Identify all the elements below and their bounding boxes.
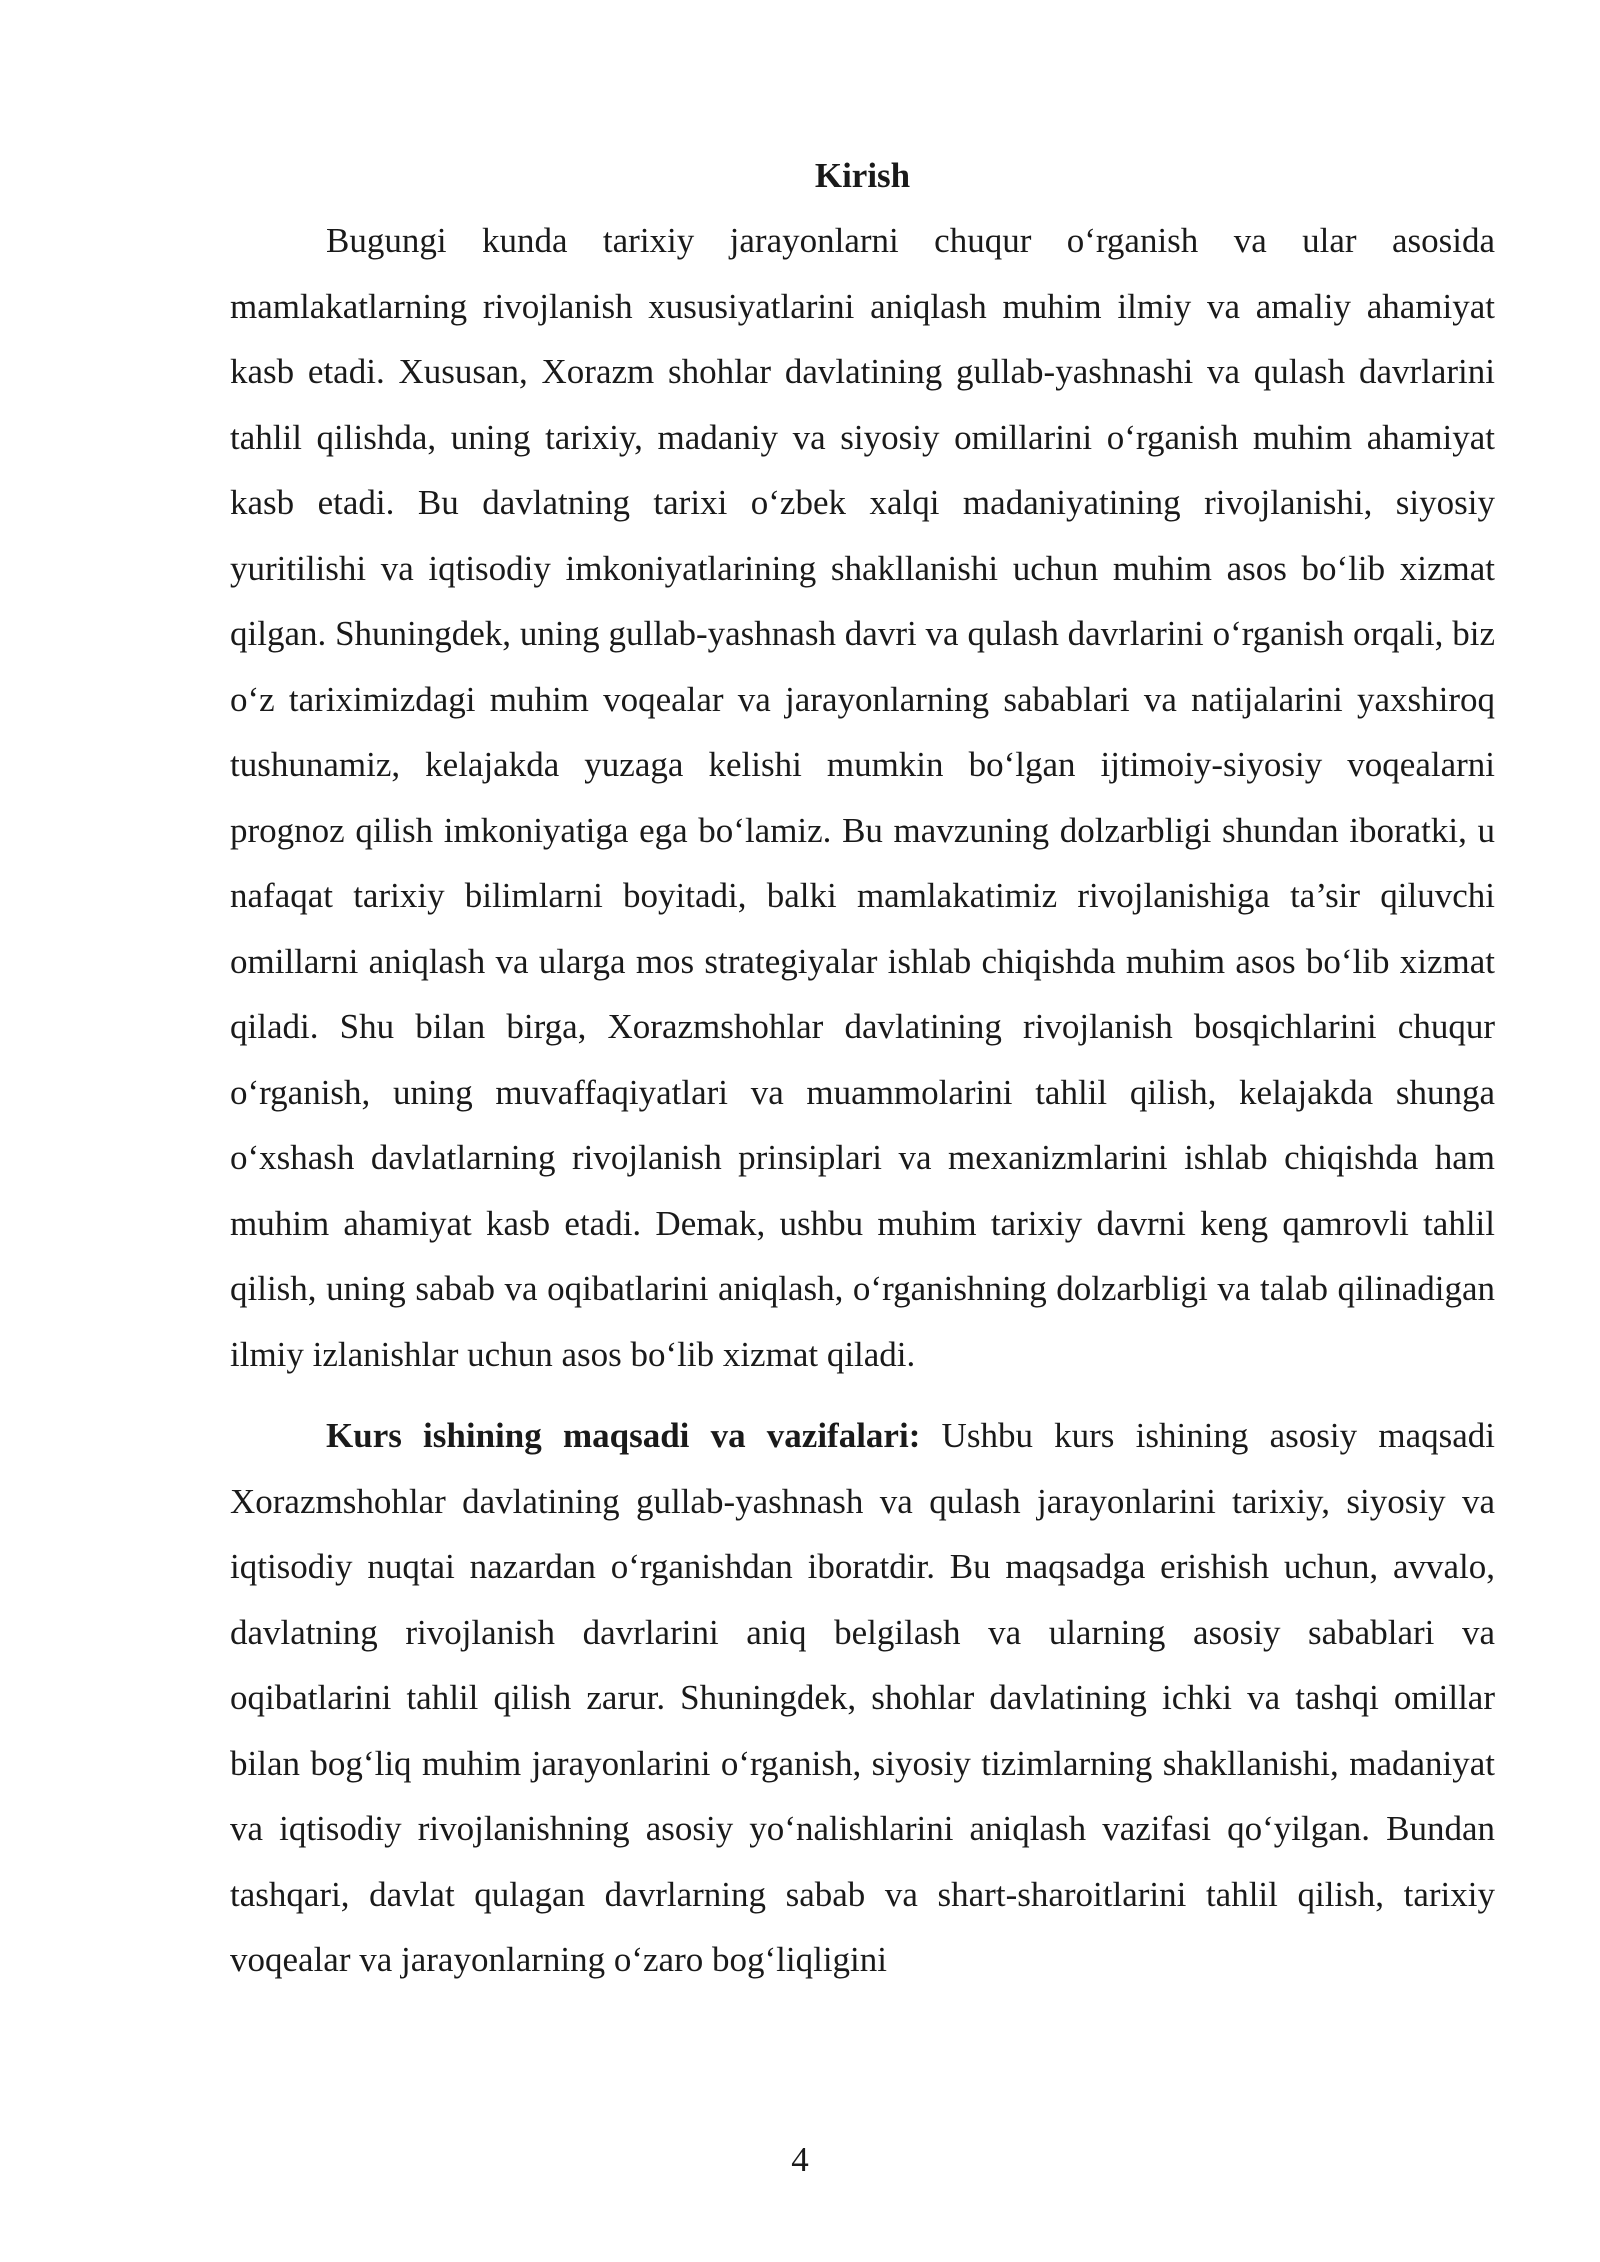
paragraph-text: Bugungi kunda tarixiy jarayonlarni chuqur o‘rganish va ular asosida mamlakatlarning rivojlanish xususiyatlarini aniqlash muhim ilmiy va amaliy ahamiyat kasb etadi. Xususan, Xorazm shohlar davlatining gullab-yashnashi va qulash davrlarini tahlil qilishda, uning tarixiy, madaniy va siyosiy omillarini o‘rganish muhim ahamiyat kasb etadi. Bu davlatning tarixi o‘zbek xalqi madaniyatining rivojlanishi, siyosiy yuritilishi va iqtisodiy imkoniyatlarining shakllanishi uchun muhim asos bo‘lib xizmat qilgan. Shuningdek, uning gullab-yashnash davri va qulash davrlarini o‘rganish orqali, biz o‘z tariximizdagi muhim voqealar va jarayonlarning sabablari va natijalarini yaxshiroq tushunamiz, kelajakda yuzaga kelishi mumkin bo‘lgan ijtimoiy-siyosiy voqealarni prognoz qilish imkoniyatiga ega bo‘lamiz. Bu mavzuning dolzarbligi shundan iboratki, u nafaqat tarixiy bilimlarni boyitadi, balki mamlakatimiz rivojlanishiga ta’sir qiluvchi omillarni aniqlash va ularga mos strategiyalar ishlab chiqishda muhim asos bo‘lib xizmat qiladi. Shu bilan birga, Xorazmshohlar davlatining rivojlanish bosqichlarini chuqur o‘rganish, uning muvaffaqiyatlari va muammolarini tahlil qilish, kelajakda shunga o‘xshash davlatlarning rivojlanish prinsiplari va mexanizmlarini ishlab chiqishda ham muhim ahamiyat kasb etadi. Demak, ushbu muhim tarixiy davrni keng qamrovli tahlil qilish, uning sabab va oqibatlarini aniqlash, o‘rganishning dolzarbligi va talab qilinadigan ilmiy izlanishlar uchun asos bo‘lib xizmat qiladi. [230,221,1495,1374]
section-heading: Kirish [814,156,911,195]
page-number: 4 [791,2140,809,2179]
paragraph-introduction [230,208,1495,1387]
paragraph-text: Ushbu kurs ishining asosiy maqsadi Xorazmshohlar davlatining gullab-yashnash va qulash jarayonlarini tarixiy, siyosiy va iqtisodiy nuqtai nazardan o‘rganishdan iboratdir. Bu maqsadga erishish uchun, avvalo, davlatning rivojlanish davrlarini aniq belgilash va ularning asosiy sabablari va oqibatlarini tahlil qilish zarur. Shuningdek, shohlar davlatining ichki va tashqi omillar bilan bog‘liq muhim jarayonlarini o‘rganish, siyosiy tizimlarning shakllanishi, madaniyat va iqtisodiy rivojlanishning asosiy yo‘nalishlarini aniqlash vazifasi qo‘yilgan. Bundan tashqari, davlat qulagan davrlarning sabab va shart-sharoitlarini tahlil qilish, tarixiy voqealar va jarayonlarning o‘zaro bog‘liqligini [230,1416,1495,1979]
paragraph-goals [230,1403,1495,1993]
page-content [230,150,1495,1993]
paragraph-lead: Kurs ishining maqsadi va vazifalari: [326,1416,921,1455]
